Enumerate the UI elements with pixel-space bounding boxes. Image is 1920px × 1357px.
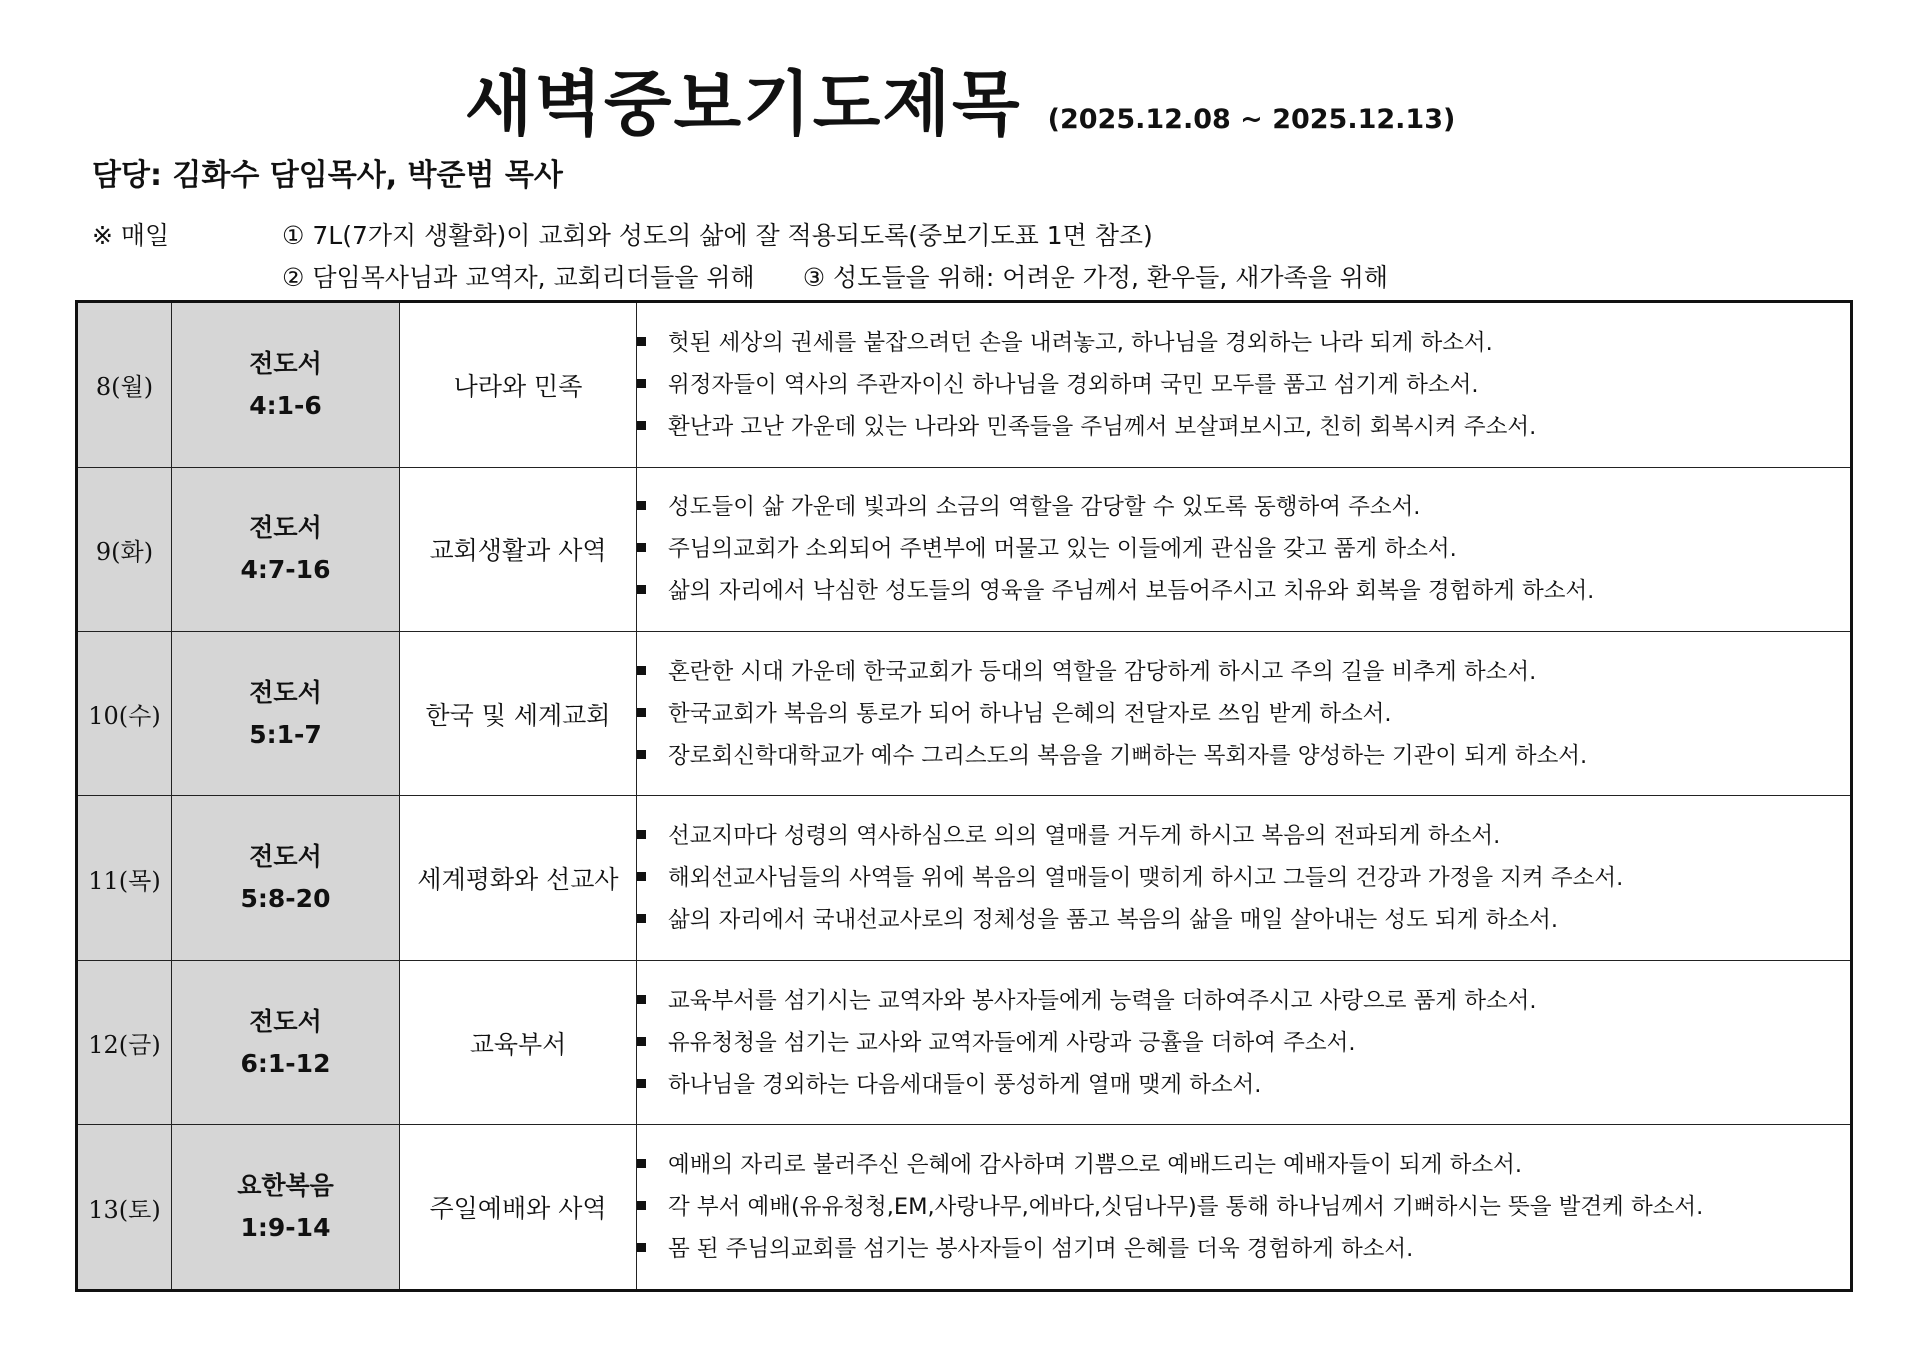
square-bullet-icon — [637, 708, 646, 717]
square-bullet-icon — [637, 830, 646, 839]
prayer-cell — [637, 960, 1852, 1124]
square-bullet-icon — [637, 337, 646, 346]
prayer-cell — [637, 302, 1852, 468]
prayer-item — [637, 815, 1850, 857]
day-cell: 11(목) — [77, 796, 172, 960]
day-cell: 9(화) — [77, 467, 172, 631]
topic-cell: 주일예배와 사역 — [400, 1125, 637, 1291]
prayer-text: 하나님을 경외하는 다음세대들이 풍성하게 열매 맺게 하소서. — [668, 1071, 1262, 1098]
daily-item-3: ③ 성도들을 위해: 어려운 가정, 환우들, 새가족을 위해 — [802, 263, 1389, 292]
scripture-verses: 4:7-16 — [240, 555, 331, 585]
scripture-book: 전도서 — [249, 348, 322, 378]
prayer-list — [637, 486, 1850, 612]
prayer-item — [637, 693, 1850, 735]
topic-cell: 나라와 민족 — [400, 302, 637, 468]
prayer-item — [637, 980, 1850, 1022]
prayer-text: 장로회신학대학교가 예수 그리스도의 복음을 기뻐하는 목회자를 양성하는 기관이 되게 하소서. — [668, 742, 1588, 769]
square-bullet-icon — [637, 666, 646, 675]
table-row — [77, 302, 1852, 468]
square-bullet-icon — [637, 872, 646, 881]
prayer-item — [637, 735, 1850, 777]
scripture-book: 전도서 — [249, 1006, 322, 1036]
scripture-verses: 6:1-12 — [240, 1048, 331, 1078]
topic-cell: 교육부서 — [400, 960, 637, 1124]
scripture-verses: 4:1-6 — [249, 390, 322, 420]
prayer-text: 위정자들이 역사의 주관자이신 하나님을 경외하며 국민 모두를 품고 섬기게 하소서. — [668, 371, 1479, 398]
date-range: (2025.12.08 ~ 2025.12.13) — [1047, 104, 1456, 135]
scripture-book: 전도서 — [249, 513, 322, 543]
prayer-item — [637, 570, 1850, 612]
prayer-item — [637, 899, 1850, 941]
prayer-text: 주님의교회가 소외되어 주변부에 머물고 있는 이들에게 관심을 갖고 품게 하소서. — [668, 536, 1457, 563]
daily-label: ※ 매일 — [92, 221, 170, 250]
square-bullet-icon — [637, 585, 646, 594]
prayer-list — [637, 980, 1850, 1106]
prayer-text: 해외선교사님들의 사역들 위에 복음의 열매들이 맺히게 하시고 그들의 건강과 가정을 지켜 주소서. — [668, 865, 1624, 892]
scripture-book: 전도서 — [249, 677, 322, 707]
topic-cell: 세계평화와 선교사 — [400, 796, 637, 960]
scripture-cell — [172, 1125, 400, 1291]
topic-cell: 한국 및 세계교회 — [400, 632, 637, 796]
prayer-item — [637, 486, 1850, 528]
day-cell: 13(토) — [77, 1125, 172, 1291]
day-cell: 8(월) — [77, 302, 172, 468]
prayer-cell — [637, 632, 1852, 796]
square-bullet-icon — [637, 1243, 646, 1252]
prayer-item — [637, 651, 1850, 693]
scripture-cell — [172, 632, 400, 796]
daily-item-1: ① 7L(7가지 생활화)이 교회와 성도의 삶에 잘 적용되도록(중보기도표 1면 참조) — [282, 221, 1153, 250]
scripture-cell — [172, 796, 400, 960]
prayer-text: 교육부서를 섬기시는 교역자와 봉사자들에게 능력을 더하여주시고 사랑으로 품게 하소서. — [668, 987, 1537, 1014]
scripture-cell — [172, 302, 400, 468]
table-row — [77, 467, 1852, 631]
day-cell: 10(수) — [77, 632, 172, 796]
prayer-cell — [637, 467, 1852, 631]
prayer-item — [637, 322, 1850, 364]
prayer-text: 유유청청을 섬기는 교사와 교역자들에게 사랑과 긍휼을 더하여 주소서. — [668, 1029, 1356, 1056]
square-bullet-icon — [637, 1037, 646, 1046]
prayer-item — [637, 528, 1850, 570]
scripture-verses: 1:9-14 — [240, 1213, 331, 1243]
scripture-cell — [172, 960, 400, 1124]
prayer-list — [637, 322, 1850, 448]
square-bullet-icon — [637, 543, 646, 552]
scripture-verses: 5:8-20 — [240, 884, 331, 914]
daily-items-2-3 — [282, 258, 1388, 294]
prayer-text: 성도들이 삶 가운데 빛과의 소금의 역할을 감당할 수 있도록 동행하여 주소서. — [668, 494, 1421, 521]
square-bullet-icon — [637, 421, 646, 430]
in-charge-line: 담당: 김화수 담임목사, 박준범 목사 — [92, 158, 563, 193]
table-row — [77, 796, 1852, 960]
square-bullet-icon — [637, 914, 646, 923]
scripture-verses: 5:1-7 — [249, 719, 322, 749]
square-bullet-icon — [637, 1201, 646, 1210]
day-cell: 12(금) — [77, 960, 172, 1124]
prayer-item — [637, 1064, 1850, 1106]
prayer-item — [637, 1022, 1850, 1064]
prayer-text: 헛된 세상의 권세를 붙잡으려던 손을 내려놓고, 하나님을 경외하는 나라 되게 하소서. — [668, 329, 1493, 356]
daily-item-2: ② 담임목사님과 교역자, 교회리더들을 위해 — [282, 263, 755, 292]
square-bullet-icon — [637, 1079, 646, 1088]
schedule-body — [77, 302, 1852, 1291]
scripture-cell — [172, 467, 400, 631]
prayer-schedule-table — [75, 300, 1853, 1292]
prayer-item — [637, 1228, 1850, 1270]
square-bullet-icon — [637, 995, 646, 1004]
scripture-book: 전도서 — [249, 842, 322, 872]
prayer-item — [637, 406, 1850, 448]
prayer-list — [637, 1144, 1850, 1270]
prayer-text: 몸 된 주님의교회를 섬기는 봉사자들이 섬기며 은혜를 더욱 경험하게 하소서. — [668, 1236, 1414, 1263]
prayer-text: 환난과 고난 가운데 있는 나라와 민족들을 주님께서 보살펴보시고, 친히 회복시켜 주소서. — [668, 413, 1537, 440]
table-row — [77, 960, 1852, 1124]
prayer-list — [637, 651, 1850, 777]
square-bullet-icon — [637, 750, 646, 759]
prayer-text: 선교지마다 성령의 역사하심으로 의의 열매를 거두게 하시고 복음의 전파되게 하소서. — [668, 823, 1501, 850]
page-title: 새벽중보기도제목 — [464, 63, 1022, 145]
prayer-text: 삶의 자리에서 낙심한 성도들의 영육을 주님께서 보듬어주시고 치유와 회복을 경험하게 하소서. — [668, 578, 1595, 605]
scripture-book: 요한복음 — [237, 1171, 334, 1201]
prayer-text: 각 부서 예배(유유청청,EM,사랑나무,에바다,싯딤나무)를 통해 하나님께서 기뻐하시는 뜻을 발견케 하소서. — [668, 1194, 1704, 1221]
prayer-text: 삶의 자리에서 국내선교사로의 정체성을 품고 복음의 삶을 매일 살아내는 성도 되게 하소서. — [668, 907, 1559, 934]
prayer-text: 예배의 자리로 불러주신 은혜에 감사하며 기쁨으로 예배드리는 예배자들이 되게 하소서. — [668, 1152, 1522, 1179]
square-bullet-icon — [637, 501, 646, 510]
table-row — [77, 1125, 1852, 1291]
prayer-cell — [637, 1125, 1852, 1291]
title-row — [0, 48, 1920, 149]
prayer-item — [637, 1144, 1850, 1186]
square-bullet-icon — [637, 379, 646, 388]
prayer-text: 한국교회가 복음의 통로가 되어 하나님 은혜의 전달자로 쓰임 받게 하소서. — [668, 700, 1392, 727]
prayer-cell — [637, 796, 1852, 960]
prayer-item — [637, 857, 1850, 899]
prayer-item — [637, 364, 1850, 406]
table-row — [77, 632, 1852, 796]
prayer-text: 혼란한 시대 가운데 한국교회가 등대의 역할을 감당하게 하시고 주의 길을 비추게 하소서. — [668, 658, 1537, 685]
prayer-item — [637, 1186, 1850, 1228]
square-bullet-icon — [637, 1159, 646, 1168]
prayer-list — [637, 815, 1850, 941]
topic-cell: 교회생활과 사역 — [400, 467, 637, 631]
